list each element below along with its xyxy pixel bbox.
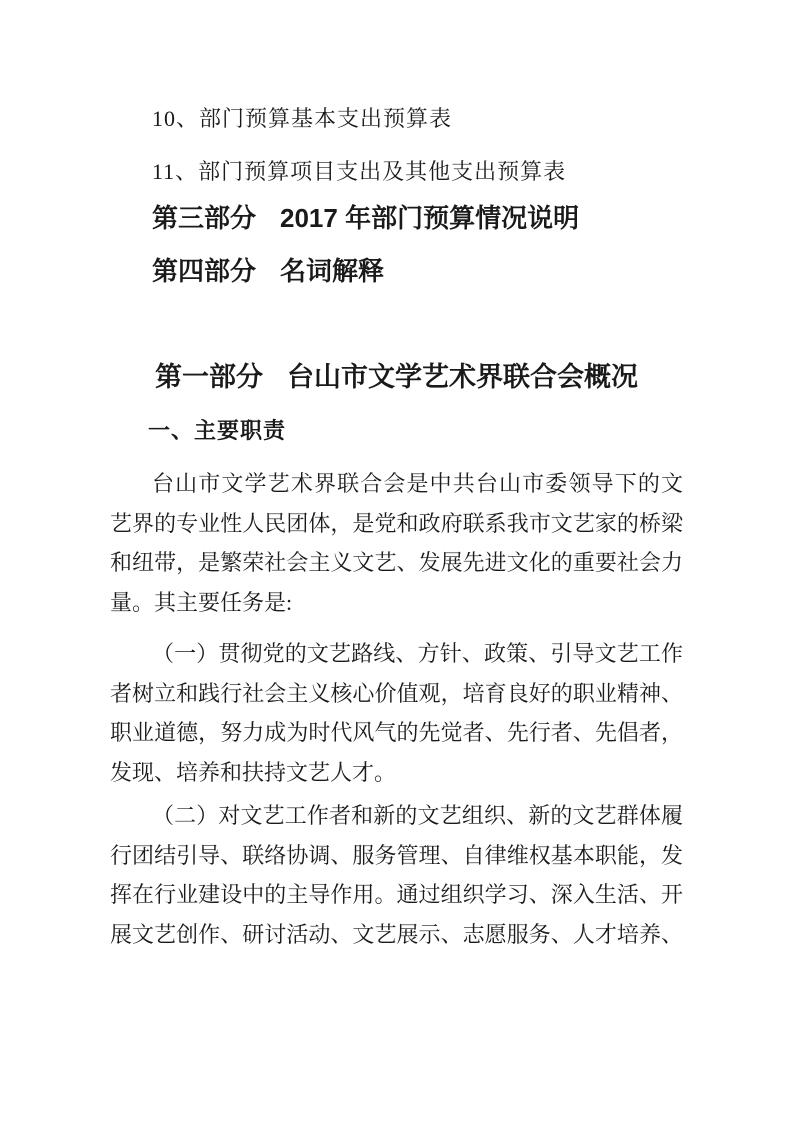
section-title-label: 第一部分 [155,362,263,392]
part-heading-3 [152,201,579,235]
text-line: 发现、培养和扶持文艺人才。 [110,759,397,785]
toc-item-11: 11、部门预算项目支出及其他支出预算表 [152,159,567,184]
subsection-heading: 一、主要职责 [148,418,287,443]
toc-item-10: 10、部门预算基本支出预算表 [152,106,453,131]
text-line: 和纽带，是繁荣社会主义文艺、发展先进文化的重要社会力 [110,550,683,575]
text-line: （二）对文艺工作者和新的文艺组织、新的文艺群体履 [152,803,683,828]
part-heading-4-label: 第四部分 [152,256,257,286]
text-line: 职业道德，努力成为时代风气的先觉者、先行者、先倡者， [110,720,683,745]
text-line: 者树立和践行社会主义核心价值观，培育良好的职业精神、 [110,680,683,706]
text-line: （一）贯彻党的文艺路线、方针、政策、引导文艺工作 [152,641,683,666]
text-line: 行团结引导、联络协调、服务管理、自律维权基本职能，发 [110,842,683,868]
paragraph-2 [110,634,683,792]
paragraph-1 [110,464,683,622]
section-title [0,359,793,395]
section-title-text: 台山市文学艺术界联合会概况 [287,362,638,392]
text-line: 挥在行业建设中的主导作用。通过组织学习、深入生活、开 [110,882,683,907]
text-line: 量。其主要任务是: [110,589,293,615]
text-line: 展文艺创作、研讨活动、文艺展示、志愿服务、人才培养、 [110,921,683,947]
part-heading-3-label: 第三部分 [152,203,257,233]
part-heading-3-title: 2017 年部门预算情况说明 [280,203,580,233]
part-heading-4 [152,254,384,288]
paragraph-3 [110,796,683,954]
part-heading-4-title: 名词解释 [280,256,385,286]
text-line: 台山市文学艺术界联合会是中共台山市委领导下的文 [152,471,683,496]
text-line: 艺界的专业性人民团体，是党和政府联系我市文艺家的桥梁 [110,510,683,536]
